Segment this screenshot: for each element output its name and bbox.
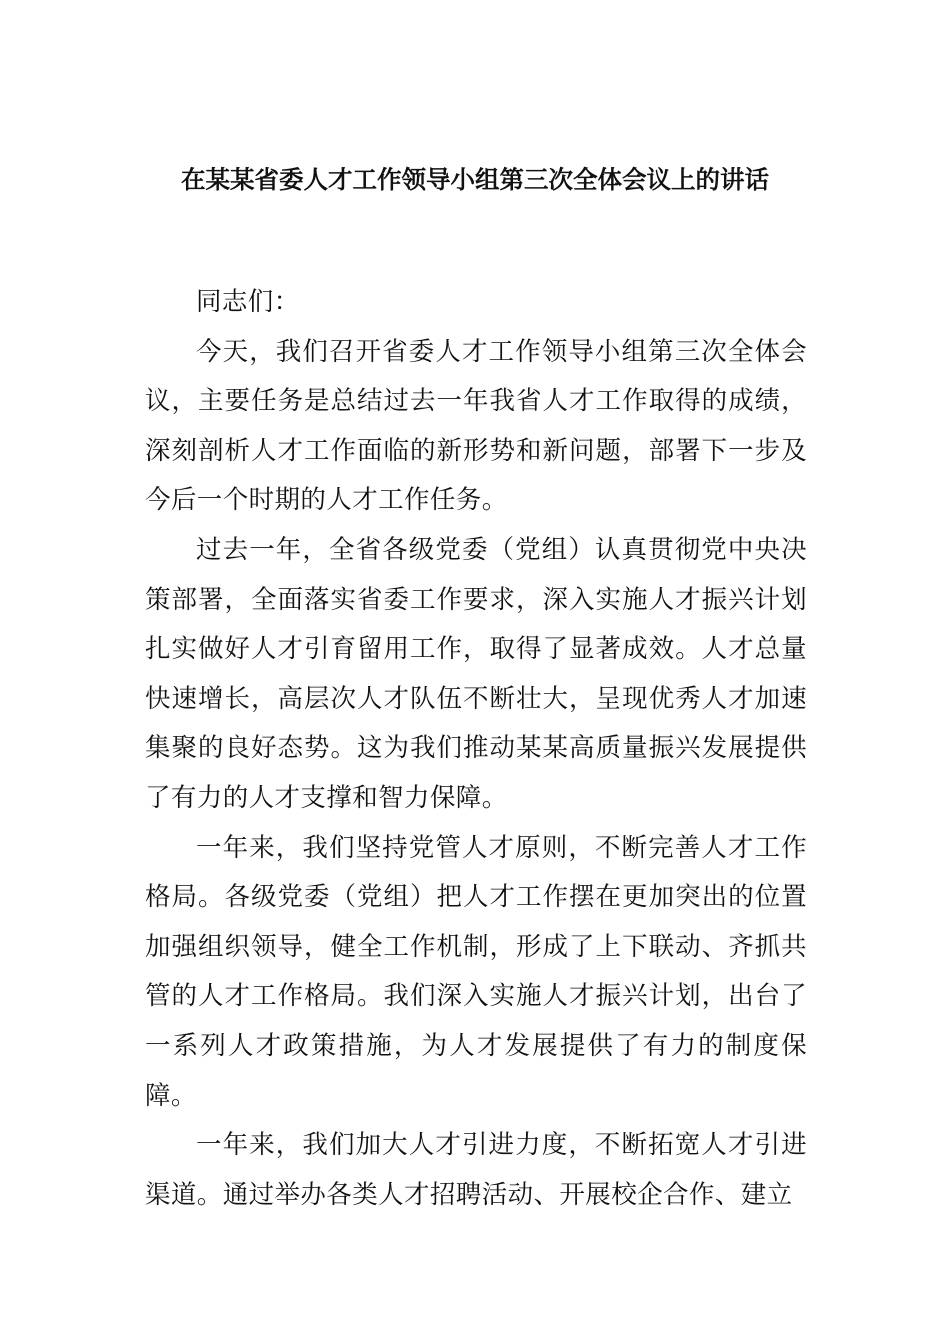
paragraph-3: 一年来，我们坚持党管人才原则，不断完善人才工作格局。各级党委（党组）把人才工作摆在更加突出的位置加强组织领导，健全工作机制，形成了上下联动、齐抓共管的人才工作格局。我们深入实施人才振兴计划，出台了一系列人才政策措施，为人才发展提供了有力的制度保障。 (145, 832, 807, 1111)
paragraph-1: 今天，我们召开省委人才工作领导小组第三次全体会议，主要任务是总结过去一年我省人才工作取得的成绩，深刻剖析人才工作面临的新形势和新问题，部署下一步及今后一个时期的人才工作任务。 (145, 336, 807, 516)
document-body (145, 278, 807, 1220)
document-title: 在某某省委人才工作领导小组第三次全体会议上的讲话 (181, 165, 769, 194)
paragraph-2: 过去一年，全省各级党委（党组）认真贯彻党中央决策部署，全面落实省委工作要求，深入实施人才振兴计划扎实做好人才引育留用工作，取得了显著成效。人才总量快速增长，高层次人才队伍不断壮大，呈现优秀人才加速集聚的良好态势。这为我们推动某某高质量振兴发展提供了有力的人才支撑和智力保障。 (145, 534, 807, 813)
paragraph-4: 一年来，我们加大人才引进力度，不断拓宽人才引进渠道。通过举办各类人才招聘活动、开展校企合作、建立 (145, 1130, 807, 1210)
salutation: 同志们： (196, 287, 300, 317)
